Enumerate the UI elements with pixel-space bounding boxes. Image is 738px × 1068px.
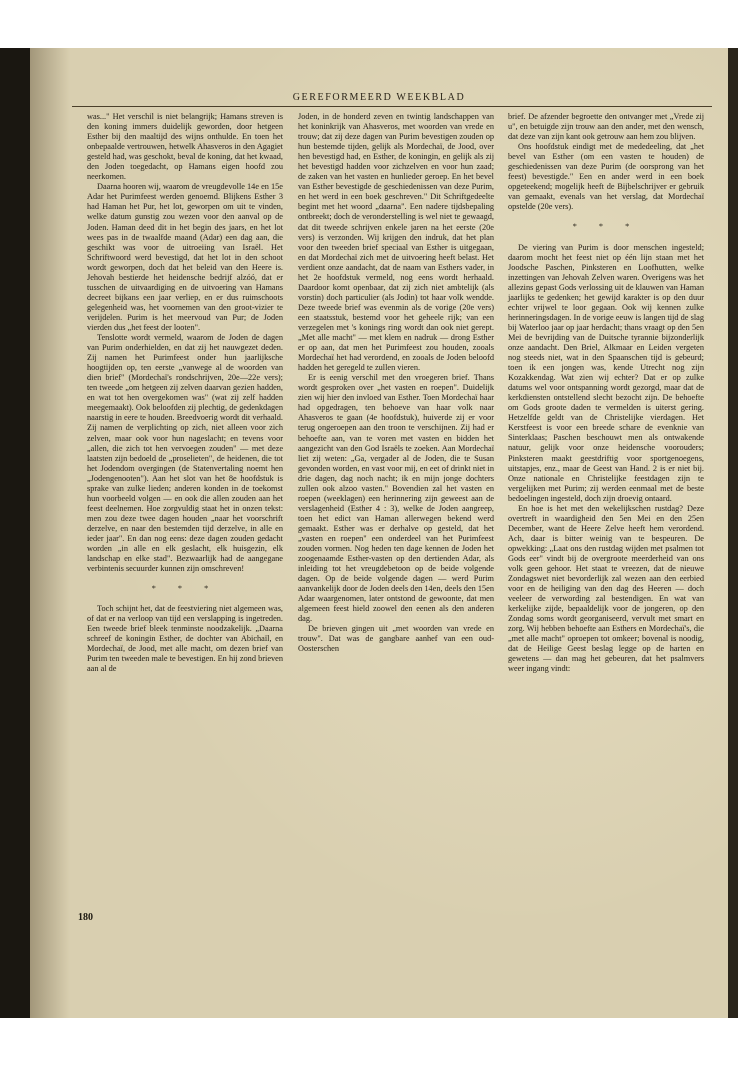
bottom-margin [0, 1018, 738, 1068]
column-1 [87, 112, 283, 675]
header-rule [72, 106, 712, 107]
paragraph: was..." Het verschil is niet belangrijk; Hamans streven is den koning immers duidelijk geworden, door hetgeen Esther bij den maaltijd des wijns onthulde. En toen het onbepaalde vertrouwen, hetwelk Ahasveros in den Agagiet gesteld had, was geschokt, beval de koning, dat het kwaad, den Joden toegedacht, op Hamans eigen hoofd zou neerkomen. [87, 112, 283, 182]
scan-right-edge [728, 48, 738, 1018]
paragraph: De viering van Purim is door menschen ingesteld; daarom mocht het feest niet op één lijn staan met het Joodsche Paschen, Pinksteren en Loofhutten, welke inzettingen van Jehovah Zelven waren. Overigens was het allezins gepast Gods verlossing uit de klauwen van Haman jaarlijks te gedenken; het gewijd karakter is op den duur echter vrijwel te loor gegaan. Ook wij kennen zulke herinneringsdagen. In de vorige eeuw is langen tijd de slag bij Waterloo jaar op jaar herdacht; thans vraagt op den 5en Mei de bevrijding van de Duitsche tyrannie bijzonderlijk onze aandacht. Den Briel, Alkmaar en Leiden vergeten nog steeds niet, wat in den Spaanschen tijd is gebeurd; toen ik een jongen was, kende Utrecht nog zijn Kozakkendag. Wat zien wij echter? Dat er op zulke datums wel voor ontspanning wordt gezorgd, maar dat de kerkdiensten ontstellend slecht bezocht zijn. De behoefte om Gods groote daden te vermelden is uiterst gering. Hetzelfde geldt van de Christelijke vierdagen. Het Kerstfeest is voor een breede schare de evenknie van Sinterklaas; Paschen beschouwt men als ontwakende natuur, gelijk voor onze heidensche voorouders; Pinksteren maakt geestdriftig voor sportgenoegens, uitstapjes, enz., maar de Geest van Hand. 2 is er niet bij. Onze nationale en Christelijke feestdagen zijn te vergelijken met Purim; zij werden eenmaal met de beste bedoelingen ingesteld, doch zijn droevig ontaard. [508, 242, 704, 503]
column-3 [508, 112, 704, 675]
section-separator: * * * [151, 584, 219, 594]
paragraph: De brieven gingen uit „met woorden van vrede en trouw". Dat was de gangbare aanhef van een oud-Oosterschen [298, 624, 494, 654]
paragraph: Toch schijnt het, dat de feestviering niet algemeen was, of dat er na verloop van tijd een verslapping is ingetreden. Een tweede brief bleek tenminste noodzakelijk. „Daarna schreef de koningin Esther, de dochter van Abichaïl, en Mordechaï, de Jood, met alle macht, om dezen brief van Purim ten tweeden male te bevestigen. En hij zond brieven aan al de [87, 604, 283, 674]
paragraph: Ons hoofdstuk eindigt met de mededeeling, dat „het bevel van Esther (om een vasten te houden) de geschiedenissen van deze Purim (de oorsprong van het feest) bevestigde." Een en ander werd in een boek opgeteekend; mogelijk heeft de Bijbelschrijver er gebruik van gemaakt, evenals van het verslag, dat Mordechaï opstelde (20e vers). [508, 142, 704, 212]
magazine-page [30, 48, 728, 1018]
page-number: 180 [78, 912, 93, 923]
paragraph: Tenslotte wordt vermeld, waarom de Joden de dagen van Purim onderhielden, en dat zij het nauwgezet deden. Zij namen het Purimfeest onder hun jaarlijksche hoogtijden op, ten eerste „vanwege al de woorden van dien brief" (Mordechaï's rondschrijven, 20e—22e vers); ten tweede „om hetgeen zij zelven daarvan gezien hadden, en wat tot hen overgekomen was" (wat zij zelf hadden meegemaakt). Ook beloofden zij plechtig, de gedenkdagen naarstig in eere te houden. Breedvoerig wordt dit verhaald. Zij namen de verplichting op zich, niet alleen voor zich zelven, maar ook voor hun nageslacht; en tevens voor „allen, die zich tot hen vervoegen zouden" — met deze laatsten zijn bedoeld de „proselieten", de heidenen, die tot het Jodendom overgingen (de Statenvertaling noemt hen „Jodengenooten"). Aan het slot van het 8e hoofdstuk is sprake van zulke lieden; anderen konden in de toekomst hun voorbeeld volgen — en ook die allen zouden aan het feest deelnemen. Hoe zorgvuldig staat het in onzen tekst: men zou deze twee dagen houden „naar het voorschrift derzelve, en naar den bestemden tijd derzelve, in alle en ieder jaar". En dan nog eens: deze dagen zouden gedacht worden „in alle en elk geslacht, elk huisgezin, elk landschap en elke stad". Bezwaarlijk had de aangegane verbintenis secuurder kunnen zijn omschreven! [87, 333, 283, 574]
top-margin [0, 0, 738, 48]
scan-left-edge [0, 48, 30, 1018]
section-separator: * * * [572, 222, 640, 232]
paragraph: brief. De afzender begroette den ontvanger met „Vrede zij u", en betuigde zijn trouw aan den ander, met den wensch, dat deze van zijn kant ook getrouw aan hem zou blijven. [508, 112, 704, 142]
column-2 [298, 112, 494, 655]
running-header: GEREFORMEERD WEEKBLAD [292, 92, 466, 103]
paragraph: Daarna hooren wij, waarom de vreugdevolle 14e en 15e Adar het Purimfeest werden genoemd. Blijkens Esther 3 had Haman het Pur, het lot, geworpen om uit te vinden, welke datum gunstig zou wezen voor den aanval op de Joden. Haman deed dit in het begin des jaars, en het lot wees pas in de twaalfde maand (Adar) een dag aan, die geschikt was voor de uitroeiing van Israël. Het Schriftwoord werd bevestigd, dat het lot in den schoot wordt geworpen, doch dat het beleid van den Heere is. Jehovah bestierde het heidensche bedrijf alzóó, dat er tusschen de uitvaardiging en de uitvoering van Hamans decreet bijkans een jaar verliep, en er dus ruimschoots gelegenheid was, het voornemen van den groot-vizier te verijdelen. Purim is het meervoud van Pur; de Joden vierden dus „het feest der looten". [87, 182, 283, 332]
paragraph: Joden, in de honderd zeven en twintig landschappen van het koninkrijk van Ahasveros, met woorden van vrede en trouw; dat zij deze dagen van Purim bevestigen zouden op hun bestemde tijden, gelijk als Mordechaï, de Jood, over hen bevestigd had, en Esther, de koningin, en gelijk als zij het bevestigd hadden voor zichzelven en voor hun zaad; de zaken van het vasten en hunlieder geroep. En het bevel van Esther bevestigde de geschiedenissen van deze Purim, en het werd in een boek geschreven." Dit Schriftgedeelte begint met het woord „daarna". Een nadere tijdsbepaling ontbreekt; doch de veronderstelling is wel niet te gewaagd, dat dit tweede schrijven enkele jaren na het eerste (20e vers) is verzonden. Wij krijgen den indruk, dat het plan voor den tweeden brief speciaal van Esther is uitgegaan, en dat Mordechaï zich met de uitvoering heeft belast. Het verdient onze aandacht, dat de naam van Esthers vader, in het 2e hoofdstuk vermeld, nog eens wordt herhaald. Daardoor komt openbaar, dat zij zich niet ambtelijk (als vorstin) doch particulier (als Jodin) tot haar volk wendde. Deze tweede brief was evenmin als de vorige (20e vers) een staatsstuk, bestemd voor het geheele rijk; van een verzegelen met 's konings ring wordt dan ook niet gerept. „Met alle macht" — met klem en nadruk — drong Esther er op aan, dat men het Purimfeest zou houden, zooals Mordechaï het had verordend, en zooals de Joden beloofd hadden het geregeld te zullen vieren. [298, 112, 494, 373]
paragraph: Er is eenig verschil met den vroegeren brief. Thans wordt gesproken over „het vasten en roepen". Duidelijk zien wij hier den invloed van Esther. Toen Mordechaï haar had opgedragen, ten behoeve van haar volk naar Ahasveros te gaan (4e hoofdstuk), huiverde zij er voor terug ongeroepen aan den troon te verschijnen. Zij had er behoefte aan, van te voren met vasten en bidden het aangezicht van den God Israëls te zoeken. Aan Mordechaï liet zij weten: „Ga, vergader al de Joden, die te Susan gevonden worden, en vast voor mij, en eet of drinkt niet in drie dagen, dag noch nacht; ik en mijn jonge dochters zullen ook alzoo vasten." Bovendien zal het vasten en roepen (weeklagen) een herinnering zijn geweest aan de verslagenheid (Esther 4 : 3), welke de Joden aangreep, toen het edict van Haman allerwegen bekend werd gemaakt. Esther was er derhalve op gesteld, dat het „vasten en roepen" een onderdeel van het Purimfeest zouden vormen. Nog heden ten dage kennen de Joden het zoogenaamde Esther-vasten op den dertienden Adar, als inleiding tot het vreugdebetoon op de beide volgende dagen. Op de beide volgende dagen — werd Purim aanvankelijk door de Joden deels den 14en, deels den 15en Adar waargenomen, later ontstond de gewoonte, dat men algemeen feest hield zoowel den eenen als den anderen dag. [298, 373, 494, 624]
paragraph: En hoe is het met den wekelijkschen rustdag? Deze overtreft in waardigheid den 5en Mei en den 25en December, want de Heere Zelve heeft hem verordend. Ach, daar is bitter weinig van te bespeuren. De opwekking: „Laat ons den rustdag wijden met psalmen tot Gods eer" vindt bij de overgroote meerderheid van ons volk geen gehoor. Het staat te vreezen, dat de nieuwe Zondagswet niet bevorderlijk zal wezen aan den eerbied voor en de heiliging van den dag des Heeren — doch veeleer de verwording zal bestendigen. En wat van kerkelijke zijde, bepaaldelijk voor de jongeren, op den Zondag soms wordt georganiseerd, vervult met smart en zorg. Wij hebben behoefte aan Esthers en Mordechaï's, die „met alle macht" oproepen tot omkeer; bovenal is noodig, dat de Heilige Geest beslag legge op de harten en gewetens — dan mag het gebeuren, dat het psalmvers weer ingang vindt: [508, 503, 704, 674]
